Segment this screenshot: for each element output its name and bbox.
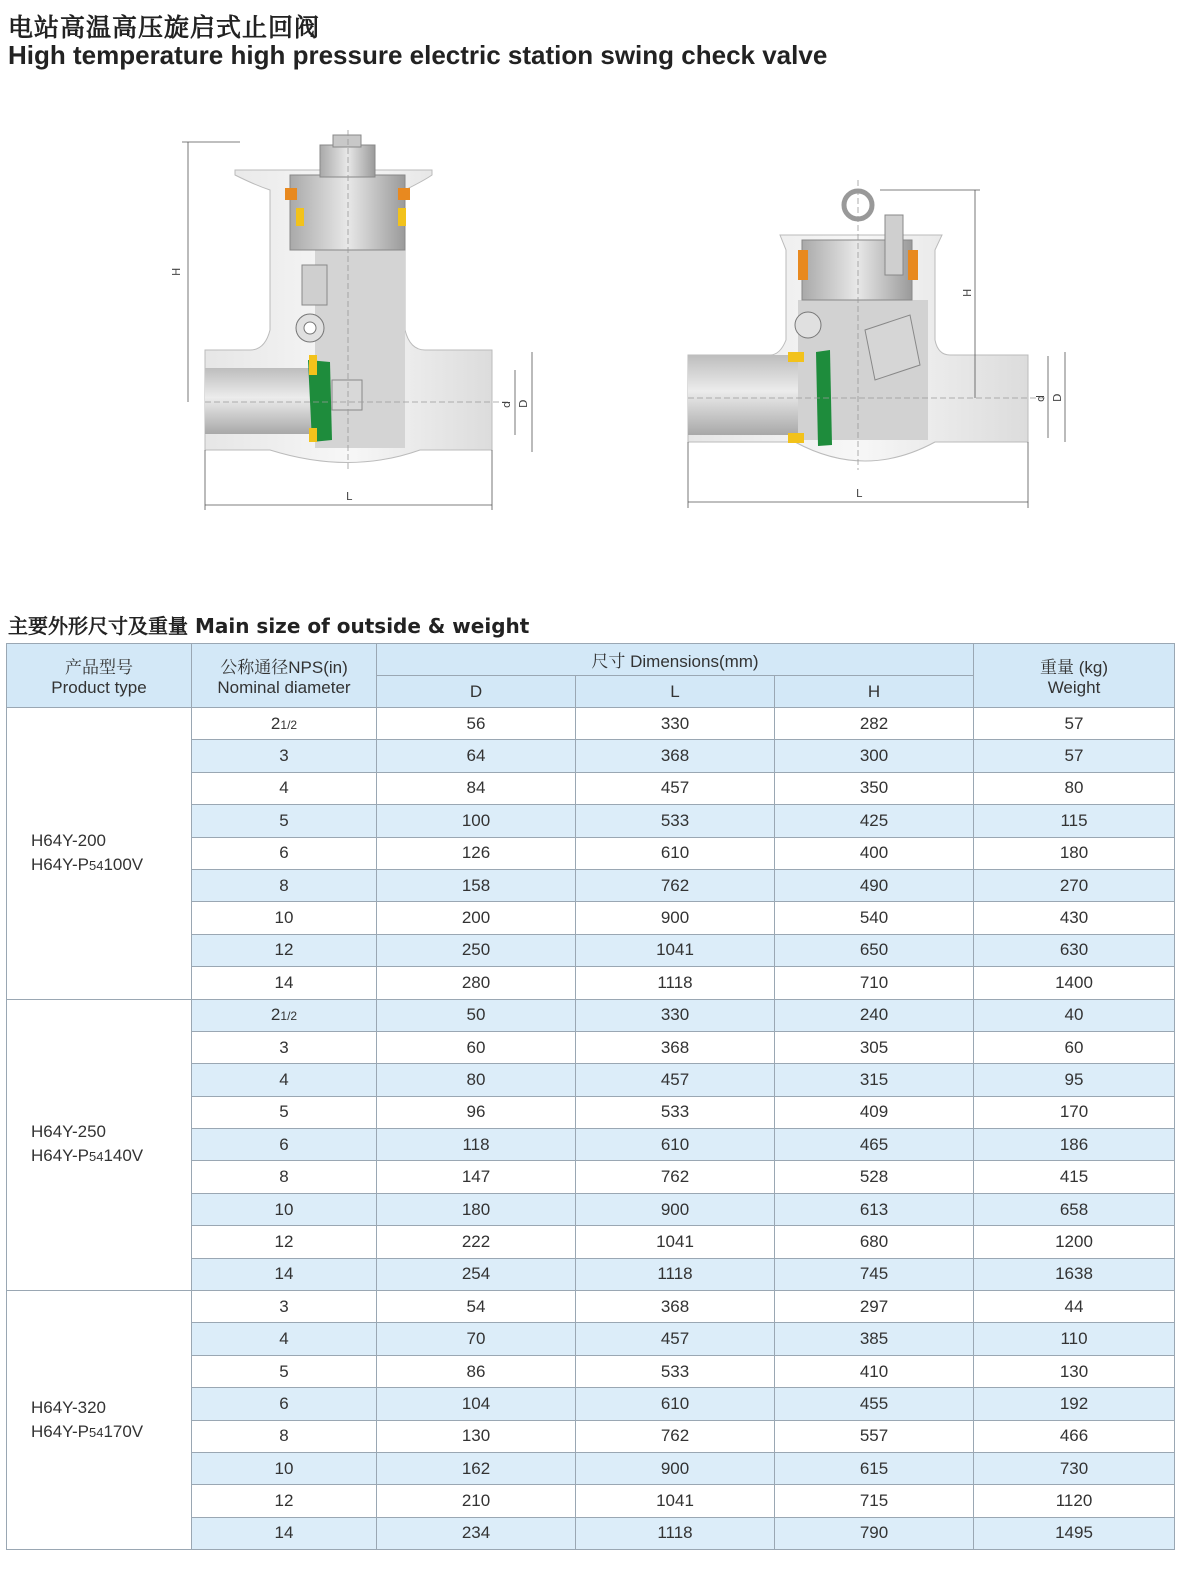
dim-H-cell: 710 bbox=[775, 967, 974, 999]
weight-cell: 630 bbox=[974, 934, 1175, 966]
header-weight bbox=[974, 644, 1175, 708]
dim-H-cell: 282 bbox=[775, 708, 974, 740]
page-title-en: High temperature high pressure electric station swing check valve bbox=[8, 40, 828, 70]
weight-cell: 186 bbox=[974, 1129, 1175, 1161]
weight-cell: 115 bbox=[974, 805, 1175, 837]
header-weight-cn: 重量 (kg) bbox=[1040, 658, 1108, 677]
nps-value: 8 bbox=[279, 875, 289, 895]
dim-L-cell: 533 bbox=[576, 805, 775, 837]
nps-cell bbox=[192, 1031, 377, 1063]
nps-cell bbox=[192, 1323, 377, 1355]
specs-table bbox=[6, 643, 1175, 1550]
dim-H-cell: 425 bbox=[775, 805, 974, 837]
dim-H-cell: 540 bbox=[775, 902, 974, 934]
nps-cell bbox=[192, 902, 377, 934]
nps-cell bbox=[192, 1226, 377, 1258]
dim-H-cell: 465 bbox=[775, 1129, 974, 1161]
dim-L-cell: 900 bbox=[576, 1193, 775, 1225]
dim-L-cell: 1118 bbox=[576, 967, 775, 999]
nps-cell bbox=[192, 1064, 377, 1096]
product-type-line2-suffix: 170V bbox=[103, 1421, 144, 1441]
dim-D-cell: 147 bbox=[377, 1161, 576, 1193]
nps-cell bbox=[192, 1129, 377, 1161]
nps-value: 4 bbox=[279, 1069, 289, 1089]
header-product-cn: 产品型号 bbox=[65, 658, 133, 677]
dim-H-cell: 715 bbox=[775, 1485, 974, 1517]
dim-H-cell: 613 bbox=[775, 1193, 974, 1225]
dim-L-cell: 1041 bbox=[576, 1226, 775, 1258]
left-dim-D: D bbox=[517, 399, 530, 408]
product-type-line2 bbox=[31, 853, 191, 878]
dim-D-cell: 200 bbox=[377, 902, 576, 934]
header-product-en: Product type bbox=[51, 678, 147, 697]
product-type-line2-prefix: H64Y-P bbox=[31, 1421, 89, 1441]
dim-L-cell: 368 bbox=[576, 740, 775, 772]
dim-D-cell: 126 bbox=[377, 837, 576, 869]
nps-value: 14 bbox=[274, 1523, 294, 1543]
nps-value: 3 bbox=[279, 1296, 289, 1316]
nps-cell bbox=[192, 869, 377, 901]
weight-cell: 80 bbox=[974, 772, 1175, 804]
dim-D-cell: 280 bbox=[377, 967, 576, 999]
weight-cell: 1638 bbox=[974, 1258, 1175, 1290]
weight-cell: 130 bbox=[974, 1355, 1175, 1387]
dim-L-cell: 1041 bbox=[576, 1485, 775, 1517]
nps-cell bbox=[192, 740, 377, 772]
dim-H-cell: 409 bbox=[775, 1096, 974, 1128]
nps-value: 4 bbox=[279, 1329, 289, 1349]
dim-H-cell: 680 bbox=[775, 1226, 974, 1258]
nps-cell bbox=[192, 805, 377, 837]
header-nps bbox=[192, 644, 377, 708]
nps-value: 14 bbox=[274, 1264, 294, 1284]
dim-L-cell: 900 bbox=[576, 902, 775, 934]
weight-cell: 57 bbox=[974, 708, 1175, 740]
product-type-line2-prefix: H64Y-P bbox=[31, 1146, 89, 1166]
header-weight-en: Weight bbox=[1047, 678, 1101, 697]
nps-value: 5 bbox=[279, 1361, 289, 1381]
header-nps-cn: 公称通径NPS(in) bbox=[220, 658, 348, 677]
dim-L-cell: 762 bbox=[576, 869, 775, 901]
dim-H-cell: 300 bbox=[775, 740, 974, 772]
weight-cell: 95 bbox=[974, 1064, 1175, 1096]
nps-value: 6 bbox=[279, 1134, 289, 1154]
weight-cell: 1200 bbox=[974, 1226, 1175, 1258]
right-dim-d: d bbox=[1034, 395, 1047, 402]
dim-L-cell: 900 bbox=[576, 1452, 775, 1484]
weight-cell: 192 bbox=[974, 1388, 1175, 1420]
nps-cell bbox=[192, 1291, 377, 1323]
nps-value: 10 bbox=[274, 1199, 294, 1219]
nps-cell bbox=[192, 934, 377, 966]
nps-value: 10 bbox=[274, 908, 294, 928]
nps-cell bbox=[192, 1452, 377, 1484]
dim-H-cell: 350 bbox=[775, 772, 974, 804]
dim-H-cell: 790 bbox=[775, 1517, 974, 1549]
dim-L-cell: 762 bbox=[576, 1420, 775, 1452]
dim-D-cell: 222 bbox=[377, 1226, 576, 1258]
dim-L-cell: 610 bbox=[576, 1129, 775, 1161]
nps-value: 8 bbox=[279, 1167, 289, 1187]
dim-H-cell: 315 bbox=[775, 1064, 974, 1096]
right-dim-H: H bbox=[961, 288, 974, 297]
nps-value: 12 bbox=[274, 1231, 294, 1251]
dim-H-cell: 400 bbox=[775, 837, 974, 869]
product-type-line2-subscript: 54 bbox=[88, 857, 104, 873]
nps-value: 3 bbox=[279, 746, 289, 766]
product-type-line2 bbox=[31, 1420, 191, 1445]
dim-D-cell: 70 bbox=[377, 1323, 576, 1355]
weight-cell: 44 bbox=[974, 1291, 1175, 1323]
dim-H-cell: 455 bbox=[775, 1388, 974, 1420]
dim-L-cell: 368 bbox=[576, 1291, 775, 1323]
header-nps-en: Nominal diameter bbox=[217, 678, 351, 697]
product-type-line1: H64Y-250 bbox=[31, 1122, 106, 1142]
dim-L-cell: 762 bbox=[576, 1161, 775, 1193]
left-dim-L: L bbox=[346, 490, 353, 503]
dim-D-cell: 56 bbox=[377, 708, 576, 740]
dim-D-cell: 118 bbox=[377, 1129, 576, 1161]
header-L: L bbox=[576, 676, 775, 708]
dim-D-cell: 86 bbox=[377, 1355, 576, 1387]
nps-cell bbox=[192, 708, 377, 740]
weight-cell: 1120 bbox=[974, 1485, 1175, 1517]
nps-cell bbox=[192, 772, 377, 804]
weight-cell: 415 bbox=[974, 1161, 1175, 1193]
dim-D-cell: 130 bbox=[377, 1420, 576, 1452]
product-type-cell bbox=[7, 1291, 192, 1550]
nps-value: 3 bbox=[279, 1037, 289, 1057]
weight-cell: 110 bbox=[974, 1323, 1175, 1355]
dim-H-cell: 240 bbox=[775, 999, 974, 1031]
nps-cell bbox=[192, 967, 377, 999]
dim-L-cell: 457 bbox=[576, 1323, 775, 1355]
dim-H-cell: 410 bbox=[775, 1355, 974, 1387]
dim-D-cell: 84 bbox=[377, 772, 576, 804]
nps-fraction: 1/2 bbox=[280, 717, 298, 732]
nps-cell bbox=[192, 837, 377, 869]
product-type-line1: H64Y-320 bbox=[31, 1397, 106, 1417]
nps-cell bbox=[192, 1517, 377, 1549]
nps-value: 6 bbox=[279, 1393, 289, 1413]
header-product-type bbox=[7, 644, 192, 708]
dim-D-cell: 234 bbox=[377, 1517, 576, 1549]
product-type-cell bbox=[7, 708, 192, 1000]
weight-cell: 430 bbox=[974, 902, 1175, 934]
weight-cell: 180 bbox=[974, 837, 1175, 869]
dim-L-cell: 1118 bbox=[576, 1517, 775, 1549]
dim-D-cell: 96 bbox=[377, 1096, 576, 1128]
specs-table-body bbox=[7, 708, 1175, 1550]
dim-H-cell: 297 bbox=[775, 1291, 974, 1323]
dim-D-cell: 100 bbox=[377, 805, 576, 837]
nps-cell bbox=[192, 1161, 377, 1193]
weight-cell: 270 bbox=[974, 869, 1175, 901]
dim-D-cell: 80 bbox=[377, 1064, 576, 1096]
weight-cell: 1400 bbox=[974, 967, 1175, 999]
product-type-cell bbox=[7, 999, 192, 1291]
nps-value: 8 bbox=[279, 1426, 289, 1446]
dim-L-cell: 533 bbox=[576, 1096, 775, 1128]
left-dim-d: d bbox=[500, 401, 513, 408]
dim-H-cell: 745 bbox=[775, 1258, 974, 1290]
nps-cell bbox=[192, 1193, 377, 1225]
right-dim-L: L bbox=[856, 487, 863, 500]
product-type-line2 bbox=[31, 1144, 191, 1169]
dim-L-cell: 533 bbox=[576, 1355, 775, 1387]
weight-cell: 57 bbox=[974, 740, 1175, 772]
dim-L-cell: 330 bbox=[576, 999, 775, 1031]
valve-drawing-left bbox=[170, 130, 550, 515]
dim-D-cell: 60 bbox=[377, 1031, 576, 1063]
nps-value: 12 bbox=[274, 1491, 294, 1511]
dim-L-cell: 610 bbox=[576, 837, 775, 869]
dim-H-cell: 615 bbox=[775, 1452, 974, 1484]
product-type-line2-subscript: 54 bbox=[88, 1424, 104, 1440]
weight-cell: 170 bbox=[974, 1096, 1175, 1128]
header-H: H bbox=[775, 676, 974, 708]
page-title-cn: 电站高温高压旋启式止回阀 bbox=[8, 13, 321, 42]
product-type-line2-suffix: 100V bbox=[103, 854, 144, 874]
nps-value: 2 bbox=[270, 1005, 281, 1025]
dim-L-cell: 1041 bbox=[576, 934, 775, 966]
nps-cell bbox=[192, 1420, 377, 1452]
dim-D-cell: 180 bbox=[377, 1193, 576, 1225]
nps-value: 10 bbox=[274, 1458, 294, 1478]
nps-cell bbox=[192, 1485, 377, 1517]
dim-L-cell: 330 bbox=[576, 708, 775, 740]
dim-H-cell: 528 bbox=[775, 1161, 974, 1193]
table-row bbox=[7, 708, 1175, 740]
left-dim-H: H bbox=[170, 267, 183, 276]
product-type-line2-suffix: 140V bbox=[103, 1146, 144, 1166]
dim-H-cell: 490 bbox=[775, 869, 974, 901]
dim-D-cell: 158 bbox=[377, 869, 576, 901]
right-dim-D: D bbox=[1051, 393, 1064, 402]
dim-D-cell: 104 bbox=[377, 1388, 576, 1420]
nps-cell bbox=[192, 999, 377, 1031]
dim-L-cell: 368 bbox=[576, 1031, 775, 1063]
header-dimensions: 尺寸 Dimensions(mm) bbox=[377, 644, 974, 676]
nps-value: 2 bbox=[270, 713, 281, 733]
header-D: D bbox=[377, 676, 576, 708]
nps-value: 12 bbox=[274, 940, 294, 960]
dim-D-cell: 254 bbox=[377, 1258, 576, 1290]
table-row bbox=[7, 1291, 1175, 1323]
weight-cell: 40 bbox=[974, 999, 1175, 1031]
dim-H-cell: 305 bbox=[775, 1031, 974, 1063]
dim-L-cell: 457 bbox=[576, 1064, 775, 1096]
weight-cell: 466 bbox=[974, 1420, 1175, 1452]
dim-H-cell: 650 bbox=[775, 934, 974, 966]
product-type-line2-prefix: H64Y-P bbox=[31, 854, 89, 874]
dim-D-cell: 64 bbox=[377, 740, 576, 772]
dim-H-cell: 385 bbox=[775, 1323, 974, 1355]
table-row bbox=[7, 999, 1175, 1031]
nps-value: 5 bbox=[279, 810, 289, 830]
dim-L-cell: 457 bbox=[576, 772, 775, 804]
dim-D-cell: 50 bbox=[377, 999, 576, 1031]
dim-D-cell: 250 bbox=[377, 934, 576, 966]
nps-cell bbox=[192, 1388, 377, 1420]
product-type-line2-subscript: 54 bbox=[88, 1149, 104, 1165]
section-title: 主要外形尺寸及重量 Main size of outside & weight bbox=[8, 614, 530, 638]
valve-drawing-right bbox=[680, 180, 1080, 515]
nps-value: 4 bbox=[279, 778, 289, 798]
dim-L-cell: 610 bbox=[576, 1388, 775, 1420]
dim-D-cell: 54 bbox=[377, 1291, 576, 1323]
nps-value: 5 bbox=[279, 1102, 289, 1122]
dim-D-cell: 162 bbox=[377, 1452, 576, 1484]
weight-cell: 60 bbox=[974, 1031, 1175, 1063]
weight-cell: 1495 bbox=[974, 1517, 1175, 1549]
nps-value: 14 bbox=[274, 972, 294, 992]
dim-L-cell: 1118 bbox=[576, 1258, 775, 1290]
nps-fraction: 1/2 bbox=[280, 1009, 298, 1024]
nps-cell bbox=[192, 1096, 377, 1128]
dim-H-cell: 557 bbox=[775, 1420, 974, 1452]
nps-cell bbox=[192, 1355, 377, 1387]
weight-cell: 658 bbox=[974, 1193, 1175, 1225]
nps-value: 6 bbox=[279, 843, 289, 863]
dim-D-cell: 210 bbox=[377, 1485, 576, 1517]
product-type-line1: H64Y-200 bbox=[31, 830, 106, 850]
nps-cell bbox=[192, 1258, 377, 1290]
weight-cell: 730 bbox=[974, 1452, 1175, 1484]
